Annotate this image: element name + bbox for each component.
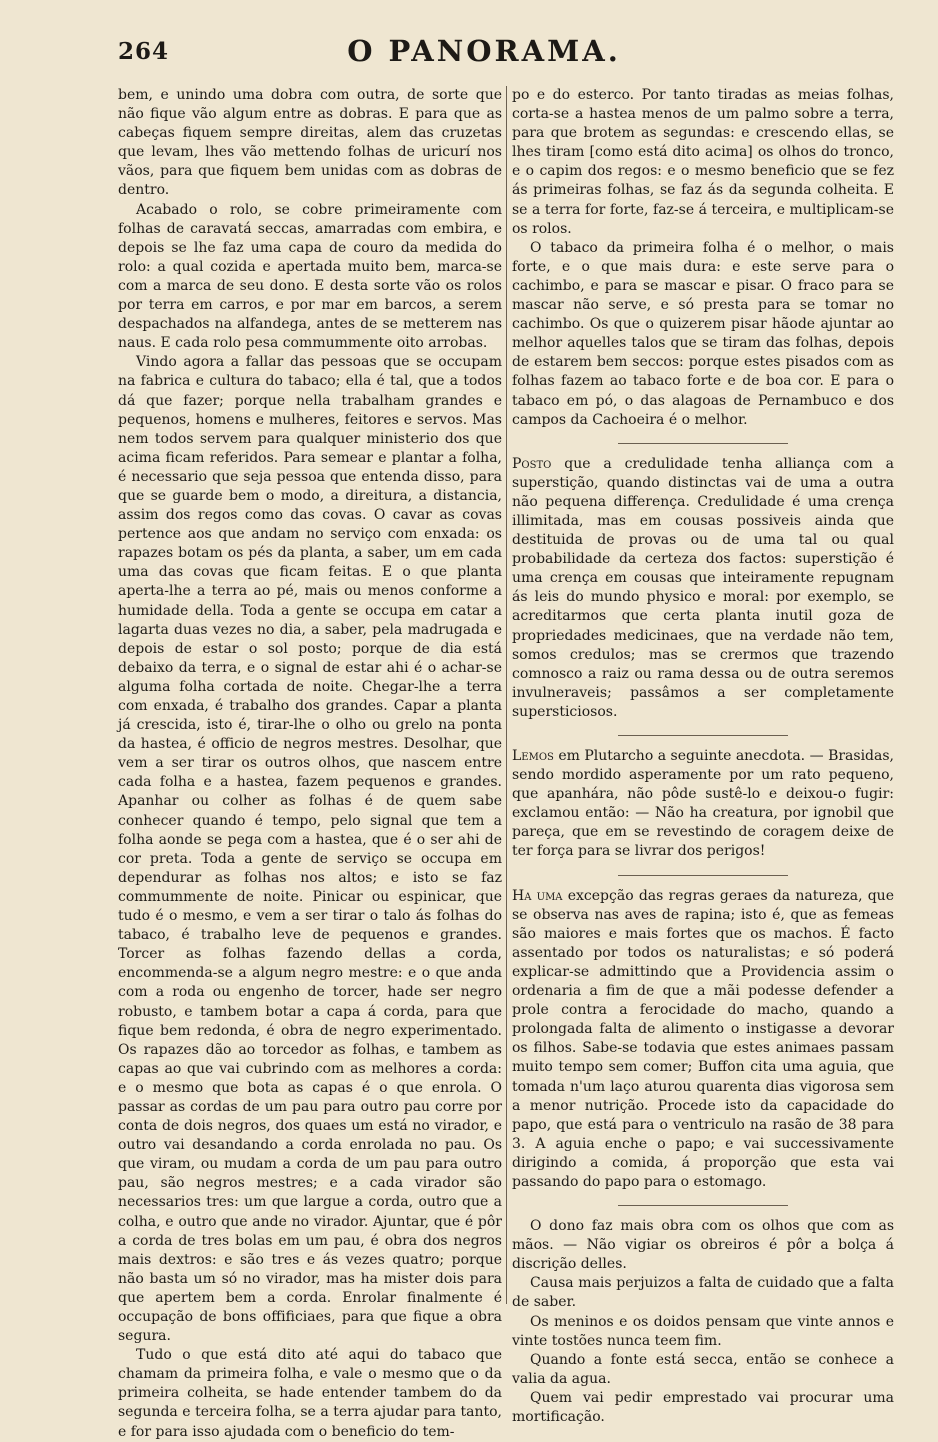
masthead-title: O PANORAMA. <box>347 34 621 68</box>
paragraph: Vindo agora a fallar das pessoas que se occupam na fabrica e cultura do tabaco; ella é tal, que a todos dá que fazer; porque nella trabalham grandes e pequenos, homens e mulheres, feitores e servos. Mas nem todos servem para qualquer ministerio dos que acima ficam referidos. Para semear e plantar a folha, é necessario que seja pessoa que entenda disso, para que se guarde bem o modo, a direitura, a distancia, assim dos regos como das covas. O cavar as covas pertence aos que andam no serviço com enxada: os rapazes botam os pés da planta, a saber, um em cada uma das covas que ficam feitas. E o que planta aperta-lhe a terra ao pé, mais ou menos conforme a humidade della. Toda a gente se occupa em catar a lagarta duas vezes no dia, a saber, pela madrugada e depois de estar o sol posto; porque de dia está debaixo da terra, e o signal de estar ahi é o achar-se alguma folha cortada de noite. Chegar-lhe a terra com enxada, é trabalho dos grandes. Capar a planta já crescida, isto é, tirar-lhe o olho ou grelo na ponta da hastea, é officio de negros mestres. Desolhar, que vem a ser tirar os outros olhos, que nascem entre cada folha e a hastea, fazem pequenos e grandes. Apanhar ou colher as folhas é de quem sabe conhecer quando é tempo, pelo signal que tem a folha aonde se pega com a hastea, que é o ser ahi de cor preta. Toda a gente de serviço se occupa em dependurar as folhas nos altos; e isto se faz commummente de noite. Pinicar ou espinicar, que tudo é o mesmo, e vem a ser tirar o talo ás folhas do tabaco, é trabalho leve de pequenos e grandes. Torcer as folhas fazendo dellas a corda, encommenda-se a algum negro mestre: e o que anda com a roda ou engenho de torcer, hade ser negro robusto, e tambem botar a capa á corda, para que fique bem redonda, é obra de negro experimentado. Os rapazes dão ao torcedor as folhas, e tambem as capas ao que vai cubrindo com as melhores a corda: e o mesmo que bota as capas é o que enrola. O passar as cordas de um pau para outro pau corre por conta de dois negros, dos quaes um está no virador, e outro vai desandando a corda enrolada no pau. Os que viram, ou mudam a corda de um pau para outro pau, são negros mestres; e a cada virador são necessarios tres: um que largue a corda, outro que a colha, e outro que ande no virador. Ajuntar, que é pôr a corda de tres bolas em um pau, é obra dos negros mais dextros: e são tres e ás vezes quatro; porque não basta um só no virador, mas ha mister dois para que apertem bem a corda. Enrolar finalmente é occupação de bons offificiaes, para que fique a obra segura. <box>118 354 502 1345</box>
column-divider <box>506 86 507 1304</box>
proverb: O dono faz mais obra com os olhos que com as mãos. — Não vigiar os obreiros é pôr a bolça á discrição delles. <box>512 1218 894 1273</box>
paragraph: O tabaco da primeira folha é o melhor, o mais forte, e o que mais dura: e este serve para o cachimbo, e para se mascar e pisar. O fraco para se mascar não serve, e só presta para se tomar no cachimbo. Os que o quizerem pisar hãode ajuntar ao melhor aquelles talos que se tiram das folhas, depois de estarem bem seccos: porque estes pisados com as folhas fazem ao tabaco forte e de boa cor. E para o tabaco em pó, o das alagoas de Pernambuco e dos campos da Cachoeira é o melhor. <box>512 239 894 428</box>
credulity-article <box>512 455 894 722</box>
proverb: Quando a fonte está secca, então se conhece a valia da agua. <box>512 1351 894 1387</box>
paragraph: Acabado o rolo, se cobre primeiramente com folhas de caravatá seccas, amarradas com embira, e depois se lhe faz uma capa de couro da medida do rolo: a qual cozida e apertada muito bem, marca-se com a marca de seu dono. E desta sorte vão os rolos por terra em carros, e por mar em barcos, a serem despachados na alfandega, antes de se metterem nas naus. E cada rolo pesa commummente oito arrobas. <box>118 201 502 352</box>
paragraph: bem, e unindo uma dobra com outra, de sorte que não fique vão algum entre as dobras. E para que as cabeças fiquem sempre direitas, alem das cruzetas que levam, lhes vão mettendo folhas de uricurí nos vãos, para que fiquem bem unidas com as dobras de dentro. <box>118 87 502 199</box>
left-column <box>118 86 502 1442</box>
paragraph <box>512 887 894 1193</box>
proverb: Quem vai pedir emprestado vai procurar uma mortificação. <box>512 1389 894 1425</box>
paragraph <box>512 455 894 722</box>
article-text: em Plutarcho a seguinte anecdota. — Brasidas, sendo mordido asperamente por um rato pequeno, que apanhára, não pôde sustê-lo e deixou-o fugir: exclamou então: — Não ha creatura, por ignobil que pareça, que em se revestindo de coragem deixe de ter força para se livrar dos perigos! <box>512 748 894 860</box>
lead-word: Ha uma <box>512 887 563 904</box>
tobacco-article-end <box>512 86 894 430</box>
article-text: excepção das regras geraes da natureza, que se observa nas aves de rapina; isto é, que as femeas são maiores e mais fortes que os machos. É facto assentado por todos os naturalistas; e só poderá explicar-se admittindo que a Providencia assim o ordenaria a fim de que a mãi podesse defender a prole contra a ferocidade do macho, quando a prolongada falta de alimento o instigasse a devorar os filhos. Sabe-se todavia que estes animaes passam muito tempo sem comer; Buffon cita uma aguia, que tomada n'um laço aturou quarenta dias vigorosa sem a menor nutrição. Procede isto da capacidade do papo, que está para o ventriculo na rasão de 38 para 3. A aguia enche o papo; e vai successivamente dirigindo a comida, á proporção que esta vai passando do papo para o estomago. <box>512 887 894 1190</box>
article-text: que a credulidade tenha alliança com a superstição, quando distinctas vai de uma a outra não pequena differença. Credulidade é uma crença illimitada, mas em cousas possiveis ainda que destituida de provas ou de uma tal ou qual probabilidade da certeza dos factos: superstição é uma crença em cousas que inteiramente repugnam ás leis do mundo physico e moral: por exemplo, se acreditarmos que certa planta inutil goza de propriedades medicinaes, que na verdade não tem, somos credulos; mas se crermos que trazendo comnosco a raiz ou rama dessa ou de outra seremos invulneraveis; passâmos a ser completamente supersticiosos. <box>512 455 894 720</box>
anecdote-article <box>512 747 894 862</box>
section-rule <box>618 735 788 736</box>
lead-word: Lemos <box>512 748 554 764</box>
paragraph: po e do esterco. Por tanto tiradas as meias folhas, corta-se a hastea menos de um palmo sobre a terra, para que brotem as segundas: e crescendo ellas, se lhes tiram [como está dito acima] os olhos do tronco, e o capim dos regos: e o mesmo beneficio que se fez ás primeiras folhas, se faz ás da segunda colheita. E se a terra for forte, faz-se á terceira, e multiplicam-se os rolos. <box>512 87 894 237</box>
proverb: Os meninos e os doidos pensam que vinte annos e vinte tostões nunca teem fim. <box>512 1313 894 1349</box>
paragraph <box>512 747 894 862</box>
section-rule <box>618 875 788 876</box>
birds-article <box>512 887 894 1193</box>
proverbs-section <box>512 1217 894 1427</box>
lead-word: Posto <box>512 455 552 472</box>
section-rule <box>618 443 788 444</box>
right-column <box>512 86 894 1427</box>
section-rule <box>618 1205 788 1206</box>
proverb: Causa mais perjuizos a falta de cuidado que a falta de saber. <box>512 1275 894 1311</box>
page-number: 264 <box>118 38 170 65</box>
paragraph: Tudo o que está dito até aqui do tabaco que chamam da primeira folha, e vale o mesmo que o da primeira colheita, se hade entender tambem do da segunda e terceira folha, se a terra ajudar para tanto, e for para isso ajudada com o beneficio do tem- <box>118 1347 502 1440</box>
